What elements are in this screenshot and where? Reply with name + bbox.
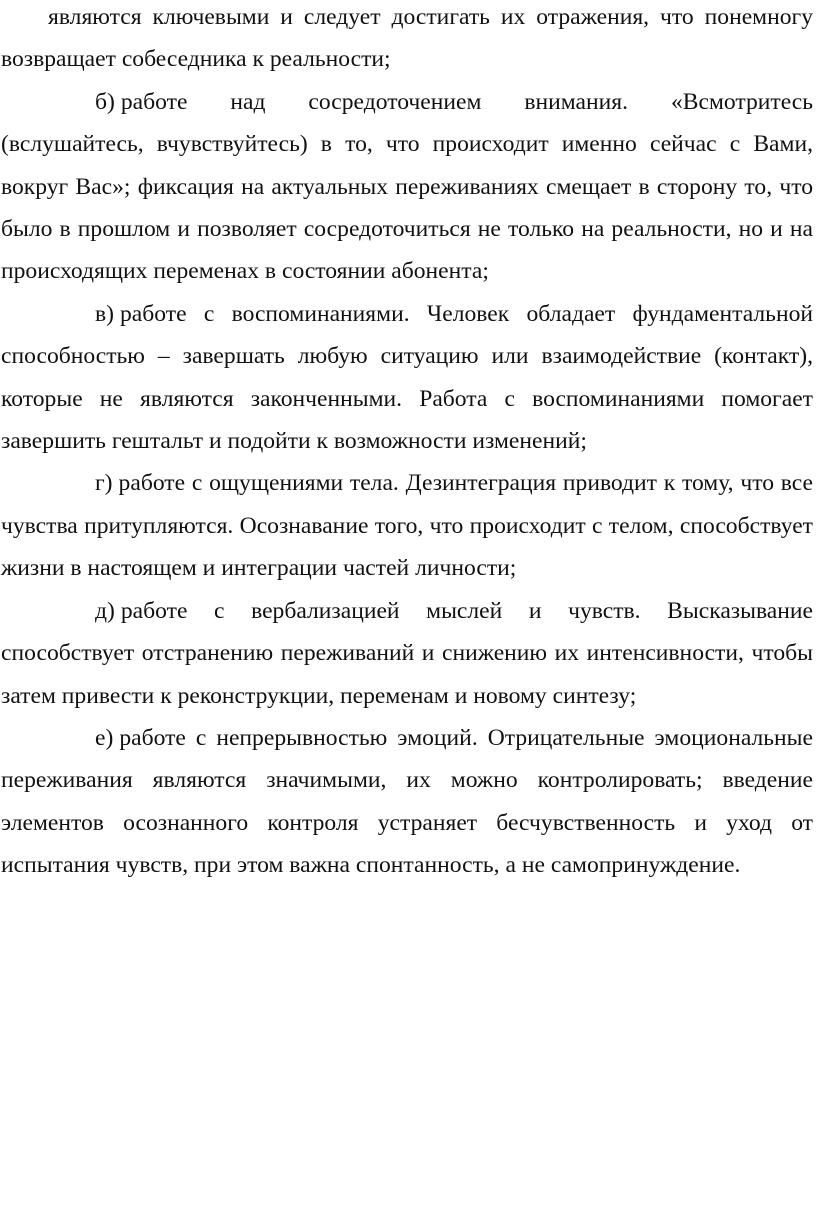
list-marker: б) [95, 88, 115, 115]
paragraph-item-b [1, 81, 813, 293]
paragraph-text: работе с вербализацией мыслей и чувств. Высказывание способствует отстранению переживаний и снижению их интенсивности, чтобы затем привести к реконструкции, переменам и новому синтезу; [1, 597, 813, 709]
paragraph-item-g [1, 462, 813, 589]
paragraph-text: работе с непрерывностью эмоций. Отрицательные эмоциональные переживания являются значимыми, их можно контролировать; введение элементов осознанного контроля устраняет бесчувственность и уход от испытания чувств, при этом важна спонтанность, а не самопринуждение. [1, 724, 813, 879]
paragraph-item-d [1, 590, 813, 717]
paragraph-text: работе с ощущениями тела. Дезинтеграция приводит к тому, что все чувства притупляются. Осознавание того, что происходит с телом, способствует жизни в настоящем и интеграции частей личности; [1, 470, 813, 582]
paragraph-continuation [1, 0, 813, 81]
paragraph-item-e [1, 717, 813, 887]
list-marker: в) [95, 300, 114, 327]
list-marker: д) [95, 597, 115, 624]
paragraph-item-v [1, 293, 813, 463]
document-body [1, 0, 813, 887]
paragraph-text: являются ключевыми и следует достигать их отражения, что понемногу возвращает собеседника к реальности; [1, 4, 813, 73]
paragraph-text: работе над сосредоточением внимания. «Всмотритесь (вслушайтесь, вчувствуйтесь) в то, что происходит именно сейчас с Вами, вокруг Вас»; фиксация на актуальных переживаниях смещает в сторону то, что было в прошлом и позволяет сосредоточиться не только на реальности, но и на происходящих переменах в состоянии абонента; [1, 88, 813, 285]
list-marker: е) [95, 724, 114, 751]
list-marker: г) [95, 470, 113, 497]
paragraph-text: работе с воспоминаниями. Человек обладает фундаментальной способностью – завершать любую ситуацию или взаимодействие (контакт), которые не являются законченными. Работа с воспоминаниями помогает завершить гештальт и подойти к возможности изменений; [1, 300, 813, 455]
